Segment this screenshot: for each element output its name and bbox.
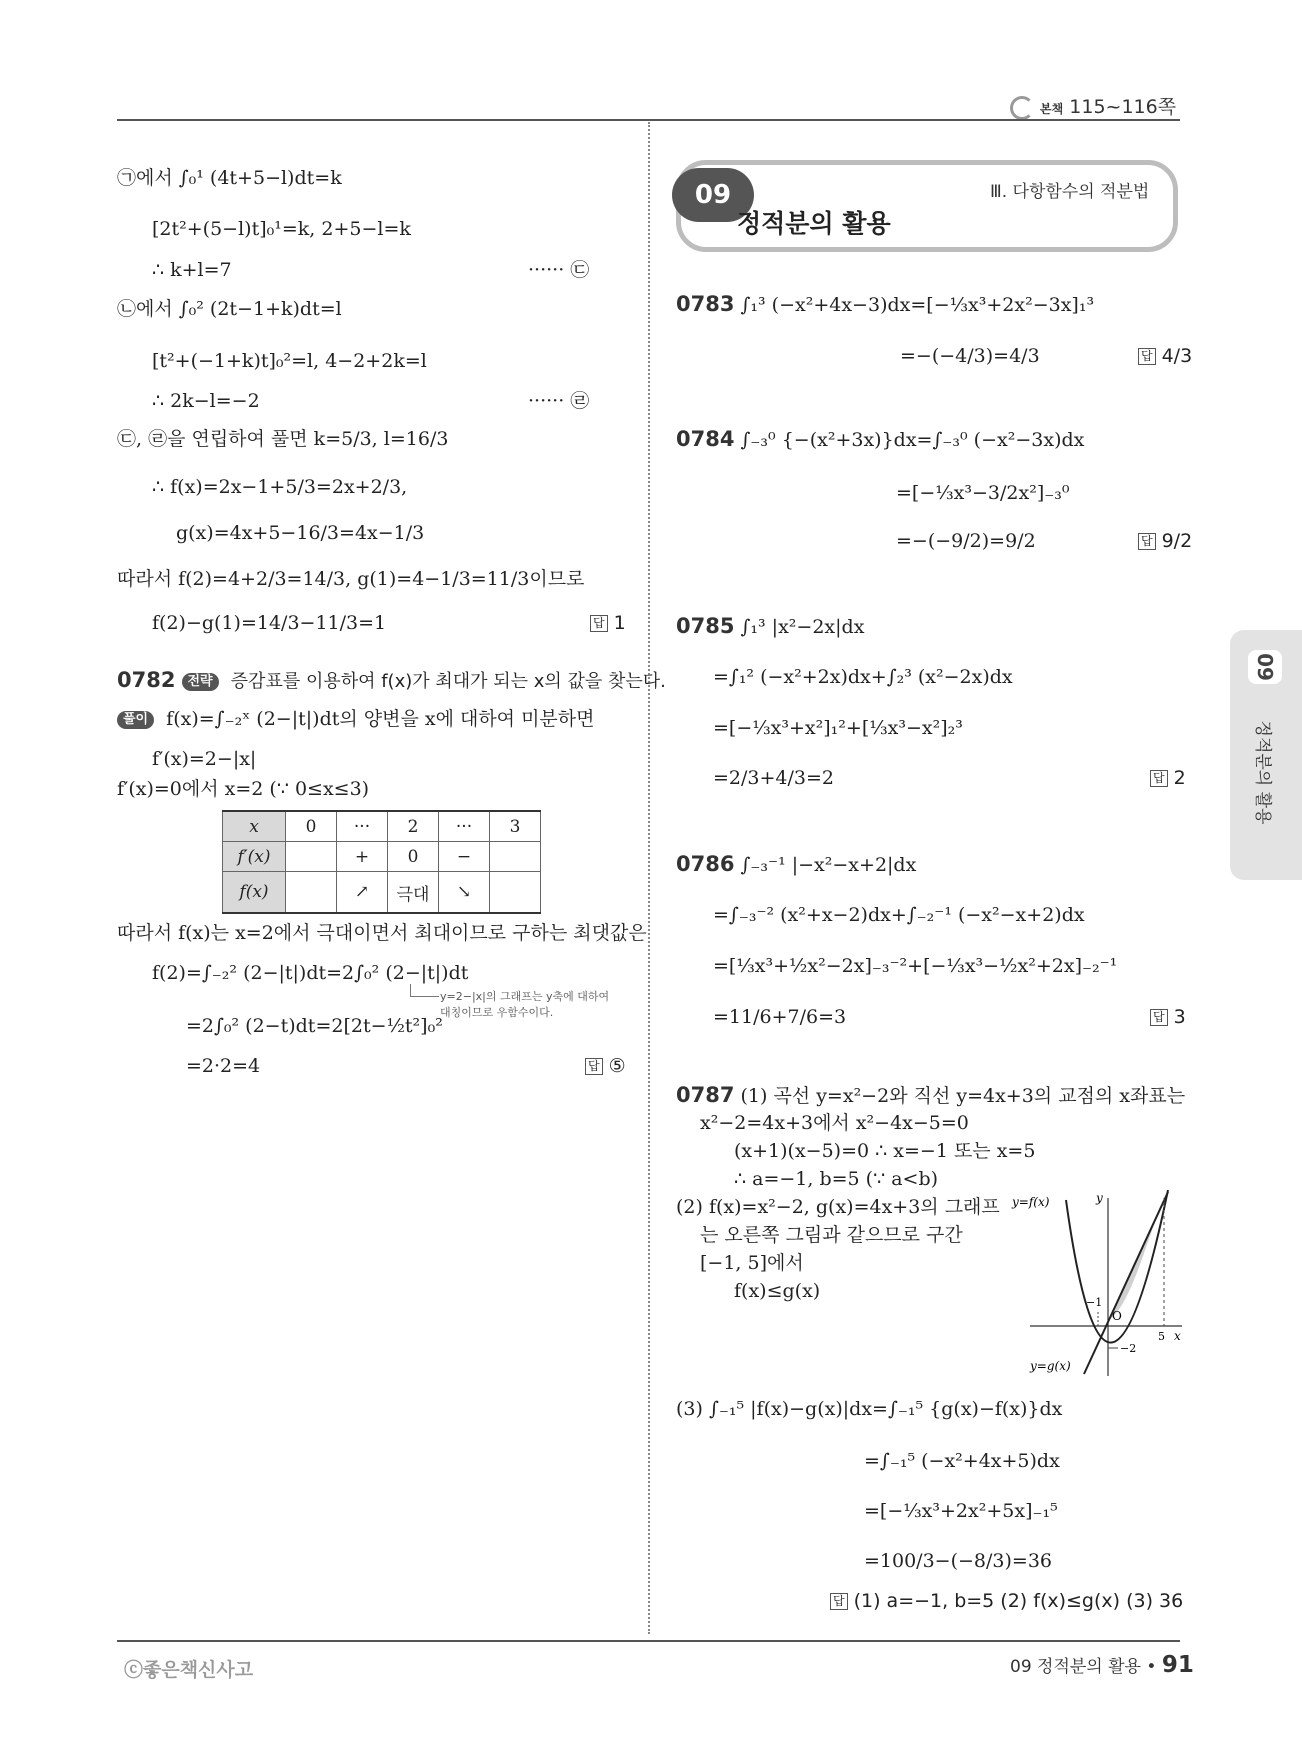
answer-icon: 답 (1150, 1009, 1168, 1025)
label-minus-2: −2 (1120, 1342, 1137, 1355)
left-line-8: ∴ f(x)=2x−1+5/3=2x+2/3, (152, 476, 408, 498)
solution-line-3: f′(x)=0에서 x=2 (∵ 0≤x≤3) (117, 778, 370, 800)
table-row (223, 872, 541, 914)
side-tab (1230, 630, 1302, 880)
label-5: 5 (1158, 1330, 1165, 1343)
problem-number-0782: 0782 (117, 668, 176, 692)
note-text-1: y=2−|x|의 그래프는 y축에 대하여 (440, 990, 610, 1003)
problem-0785-line-1: 0785 ∫₁³ |x²−2x|dx (676, 614, 865, 638)
problem-0784-line-3: =−(−9/2)=9/2 (896, 530, 1036, 552)
problem-0784-line-2: =[−⅓x³−3/2x²]₋₃⁰ (896, 482, 1070, 504)
problem-0786-line-3: =[⅓x³+½x²−2x]₋₃⁻²+[−⅓x³−½x²+2x]₋₂⁻¹ (713, 955, 1118, 977)
table-row (223, 811, 541, 842)
problem-0783-line-1: 0783 ∫₁³ (−x²+4x−3)dx=[−⅓x³+2x²−3x]₁³ (676, 292, 1095, 316)
footer-rule (117, 1640, 1180, 1642)
answer-icon: 답 (1138, 348, 1156, 364)
column-divider (648, 122, 650, 1634)
table-cell (490, 872, 541, 914)
note-bracket (410, 984, 439, 997)
table-cell: ··· (337, 811, 388, 842)
table-cell (286, 842, 337, 872)
chapter-number: 09 (672, 168, 754, 222)
problem-0787-line-3: (x+1)(x−5)=0 ∴ x=−1 또는 x=5 (734, 1140, 1036, 1162)
left-line-7: ㉢, ㉣을 연립하여 풀면 k=5/3, l=16/3 (117, 428, 449, 450)
problem-number-0787: 0787 (676, 1083, 735, 1107)
solution-line-1: 풀이 f(x)=∫₋₂ˣ (2−|t|)dt의 양변을 x에 대하여 미분하면 (117, 708, 595, 731)
table-cell: − (439, 842, 490, 872)
label-x-axis: x (1174, 1329, 1181, 1343)
left-line-4: ㉡에서 ∫₀² (2t−1+k)dt=l (117, 298, 342, 320)
answer-0784: 답 9/2 (1138, 530, 1192, 553)
sign-table (222, 810, 541, 914)
solution-line-4: 따라서 f(x)는 x=2에서 극대이면서 최대이므로 구하는 최댓값은 (117, 922, 647, 944)
table-cell: f(x) (223, 872, 286, 914)
problem-0787-line-1: 0787 (1) 곡선 y=x²−2와 직선 y=4x+3의 교점의 x좌표는 (676, 1083, 1186, 1107)
answer-icon: 답 (1138, 533, 1156, 549)
left-line-2: [2t²+(5−l)t]₀¹=k, 2+5−l=k (152, 218, 411, 240)
problem-0787-line-11: =[−⅓x³+2x²+5x]₋₁⁵ (864, 1500, 1058, 1522)
table-cell: x (223, 811, 286, 842)
header-rule (117, 119, 1180, 121)
table-cell: 극대 (388, 872, 439, 914)
graph-figure (1010, 1190, 1190, 1380)
left-line-5: [t²+(−1+k)t]₀²=l, 4−2+2k=l (152, 350, 427, 372)
answer-0787: 답 (1) a=−1, b=5 (2) f(x)≤g(x) (3) 36 (830, 1590, 1183, 1613)
problem-0787-line-6: 는 오른쪽 그림과 같으므로 구간 (700, 1224, 963, 1246)
footer-chapter: 09 정적분의 활용 • 91 (1010, 1652, 1194, 1678)
left-line-3-tag: ······ ㉢ (528, 259, 590, 281)
problem-0787-line-4: ∴ a=−1, b=5 (∵ a<b) (734, 1168, 939, 1190)
side-tab-number: 09 (1248, 650, 1282, 684)
table-cell: 0 (388, 842, 439, 872)
page-number: 91 (1161, 1652, 1194, 1678)
answer-icon: 답 (830, 1593, 848, 1609)
table-cell (490, 842, 541, 872)
table-cell: ↘ (439, 872, 490, 914)
problem-number-0783: 0783 (676, 292, 735, 316)
solution-badge: 풀이 (117, 711, 154, 729)
note-text-2: 대칭이므로 우함수이다. (440, 1006, 554, 1019)
problem-0787-line-5: (2) f(x)=x²−2, g(x)=4x+3의 그래프 (676, 1196, 1000, 1218)
problem-0783-line-2: =−(−4/3)=4/3 (900, 345, 1040, 367)
side-tab-title: 정적분의 활용 (1252, 720, 1273, 825)
table-cell: f′(x) (223, 842, 286, 872)
table-cell: + (337, 842, 388, 872)
problem-0784-line-1: 0784 ∫₋₃⁰ {−(x²+3x)}dx=∫₋₃⁰ (−x²−3x)dx (676, 427, 1085, 451)
chapter-title: 정적분의 활용 (737, 209, 891, 238)
table-cell (286, 872, 337, 914)
header-pages: 115~116쪽 (1069, 96, 1177, 118)
problem-0786-line-1: 0786 ∫₋₃⁻¹ |−x²−x+2|dx (676, 852, 917, 876)
problem-0787-line-8: f(x)≤g(x) (734, 1280, 821, 1302)
label-minus-1: −1 (1086, 1296, 1103, 1309)
hint-text: 증감표를 이용하여 f(x)가 최대가 되는 x의 값을 찾는다. (230, 671, 666, 692)
solution-line-6: =2∫₀² (2−t)dt=2[2t−½t²]₀² (186, 1015, 443, 1037)
left-line-11: f(2)−g(1)=14/3−11/3=1 (152, 612, 387, 634)
label-y-f: y=f(x) (1012, 1195, 1050, 1209)
answer-0786: 답 3 (1150, 1006, 1186, 1029)
left-line-6-tag: ······ ㉣ (528, 390, 590, 412)
left-line-10: 따라서 f(2)=4+2/3=14/3, g(1)=4−1/3=11/3이므로 (117, 568, 585, 590)
problem-0786-line-4: =11/6+7/6=3 (713, 1006, 847, 1028)
problem-0785-line-2: =∫₁² (−x²+2x)dx+∫₂³ (x²−2x)dx (713, 666, 1013, 688)
problem-0787-line-9: (3) ∫₋₁⁵ |f(x)−g(x)|dx=∫₋₁⁵ {g(x)−f(x)}dx (676, 1398, 1063, 1420)
hint-badge: 전략 (182, 673, 219, 691)
header-label: 본책 (1040, 102, 1064, 116)
answer-0783: 답 4/3 (1138, 345, 1192, 368)
answer-0782: 답 ⑤ (585, 1055, 626, 1078)
table-row (223, 842, 541, 872)
left-line-6: ∴ 2k−l=−2 (152, 390, 260, 412)
chapter-unit: Ⅲ. 다항함수의 적분법 (990, 182, 1150, 202)
header-page-ref (1010, 92, 1176, 120)
answer-0781: 답 1 (590, 612, 626, 635)
problem-0782-hint (117, 668, 666, 693)
left-line-3: ∴ k+l=7 (152, 259, 232, 281)
answer-0785: 답 2 (1150, 767, 1186, 790)
label-origin: O (1112, 1309, 1122, 1323)
problem-0787-line-7: [−1, 5]에서 (700, 1252, 804, 1274)
solution-line-7: =2·2=4 (186, 1055, 261, 1077)
answer-icon: 답 (1150, 770, 1168, 786)
bullet-icon: • (1146, 1657, 1157, 1677)
problem-0785-line-4: =2/3+4/3=2 (713, 767, 835, 789)
problem-0787-line-2: x²−2=4x+3에서 x²−4x−5=0 (700, 1112, 969, 1134)
solution-line-2: f′(x)=2−|x| (152, 748, 257, 770)
table-cell: 0 (286, 811, 337, 842)
problem-0787-line-12: =100/3−(−8/3)=36 (864, 1550, 1053, 1572)
problem-number-0784: 0784 (676, 427, 735, 451)
refresh-arrow-icon (1010, 96, 1034, 120)
problem-0785-line-3: =[−⅓x³+x²]₁²+[⅓x³−x²]₂³ (713, 717, 963, 739)
table-cell: 3 (490, 811, 541, 842)
answer-icon: 답 (585, 1058, 603, 1074)
left-line-1: ㉠에서 ∫₀¹ (4t+5−l)dt=k (117, 167, 342, 189)
problem-number-0786: 0786 (676, 852, 735, 876)
solution-line-5: f(2)=∫₋₂² (2−|t|)dt=2∫₀² (2−|t|)dt (152, 962, 469, 984)
label-y-g: y=g(x) (1030, 1359, 1071, 1373)
problem-0787-line-10: =∫₋₁⁵ (−x²+4x+5)dx (864, 1450, 1060, 1472)
problem-0786-line-2: =∫₋₃⁻² (x²+x−2)dx+∫₋₂⁻¹ (−x²−x+2)dx (713, 904, 1085, 926)
table-cell: ↗ (337, 872, 388, 914)
table-cell: ··· (439, 811, 490, 842)
table-cell: 2 (388, 811, 439, 842)
answer-icon: 답 (590, 615, 608, 631)
left-line-9: g(x)=4x+5−16/3=4x−1/3 (176, 522, 425, 544)
label-y-axis: y (1096, 1191, 1103, 1205)
footer-publisher: ⓒ좋은책신사고 (124, 1659, 254, 1681)
problem-number-0785: 0785 (676, 614, 735, 638)
